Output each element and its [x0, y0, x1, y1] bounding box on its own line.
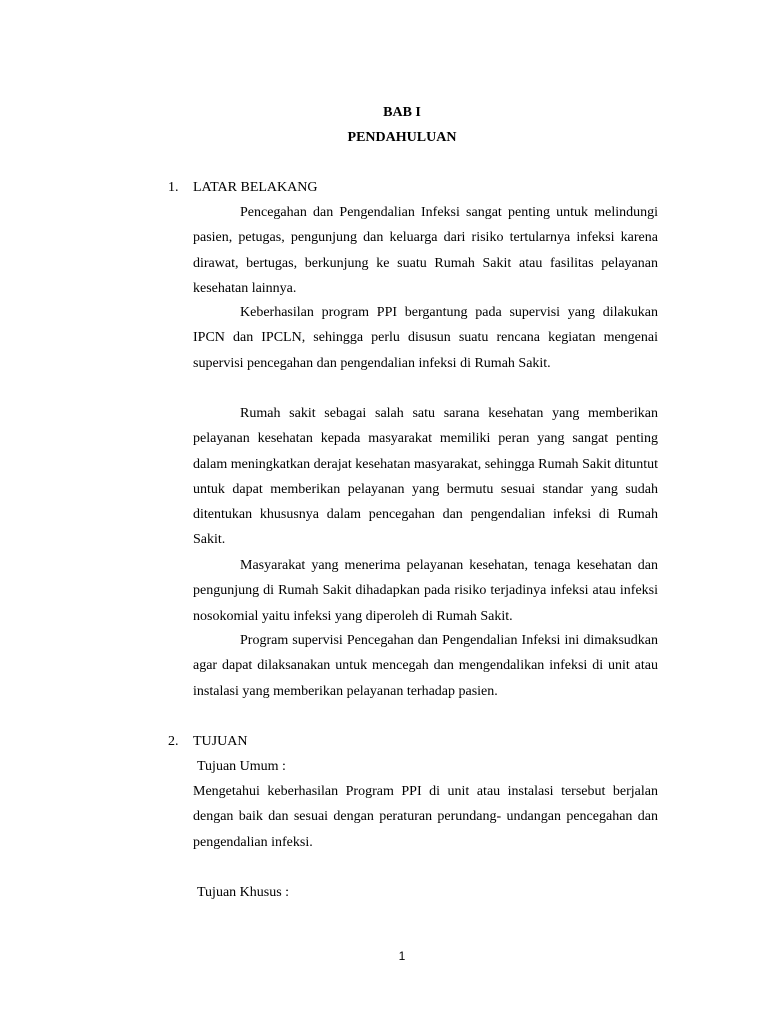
page-number: 1	[398, 949, 406, 963]
chapter-number: BAB I	[383, 105, 421, 120]
background-paragraph-4: Masyarakat yang menerima pelayanan kesehatan, tenaga kesehatan dan pengunjung di Rumah Sakit dihadapkan pada risiko terjadinya infeksi atau infeksi nosokomial yaitu infeksi yang diperoleh di Rumah Sakit.	[193, 558, 658, 624]
section-2-number: 2.	[168, 734, 179, 749]
specific-goal-label: Tujuan Khusus :	[197, 885, 290, 900]
background-paragraph-5: Program supervisi Pencegahan dan Pengendalian Infeksi ini dimaksudkan agar dapat dilaksanakan untuk mencegah dan mengendalikan infeksi di unit atau instalasi yang memberikan pelayanan terhadap pasien.	[193, 633, 658, 699]
background-paragraph-2: Keberhasilan program PPI bergantung pada supervisi yang dilakukan IPCN dan IPCLN, sehingga perlu disusun suatu rencana kegiatan mengenai supervisi pencegahan dan pengendalian infeksi di Rumah Sakit.	[193, 305, 658, 371]
background-paragraph-1: Pencegahan dan Pengendalian Infeksi sangat penting untuk melindungi pasien, petugas, pengunjung dan keluarga dari risiko tertularnya infeksi karena dirawat, bertugas, berkunjung ke suatu Rumah Sakit atau fasilitas pelayanan kesehatan lainnya.	[193, 205, 658, 296]
general-goal-label: Tujuan Umum :	[197, 759, 286, 774]
section-1-number: 1.	[168, 180, 179, 195]
section-1-heading: LATAR BELAKANG	[193, 180, 318, 195]
background-paragraph-3: Rumah sakit sebagai salah satu sarana kesehatan yang memberikan pelayanan kesehatan kepada masyarakat memiliki peran yang sangat penting dalam meningkatkan derajat kesehatan masyarakat, sehingga Rumah Sakit dituntut untuk dapat memberikan pelayanan yang bermutu sesuai standar yang sudah ditentukan khususnya dalam pencegahan dan pengendalian infeksi di Rumah Sakit.	[193, 406, 658, 548]
section-2-heading: TUJUAN	[193, 734, 248, 749]
chapter-title: PENDAHULUAN	[347, 130, 457, 145]
general-goal-text: Mengetahui keberhasilan Program PPI di unit atau instalasi tersebut berjalan dengan baik dan sesuai dengan peraturan perundang- undangan pencegahan dan pengendalian infeksi.	[193, 784, 658, 850]
